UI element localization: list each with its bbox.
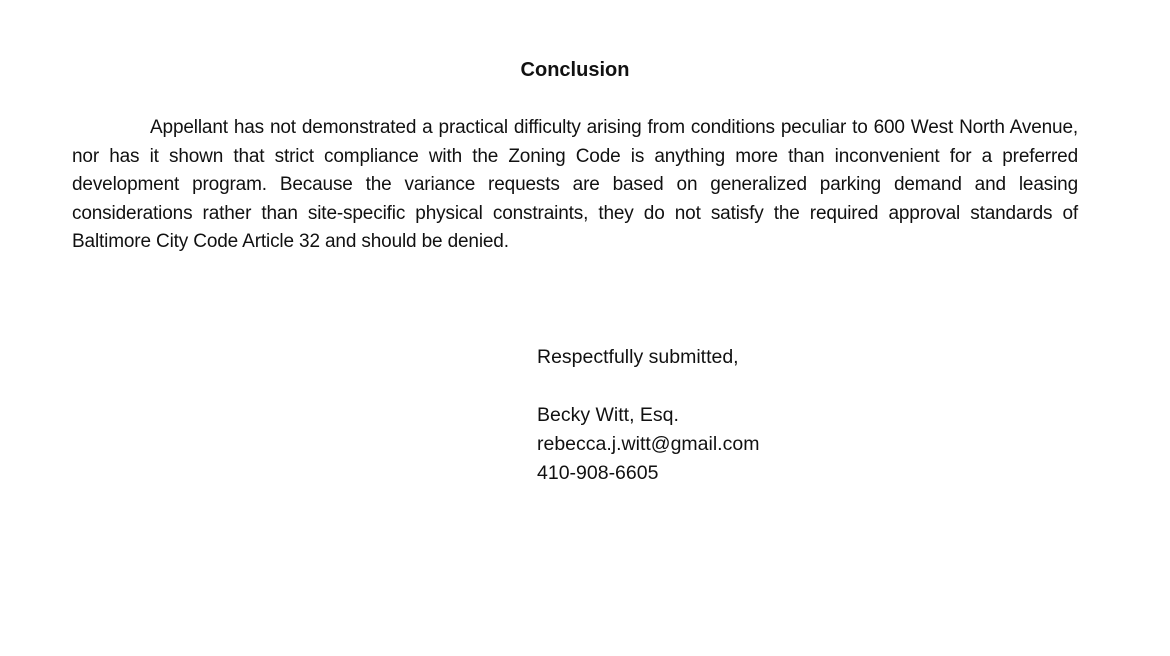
closing-line: Respectfully submitted, [537,346,739,368]
signer-name: Becky Witt, Esq. [537,404,679,426]
conclusion-paragraph: Appellant has not demonstrated a practical difficulty arising from conditions peculiar to 600 West North Avenue, nor has it shown that strict compliance with the Zoning Code is anything more than inconvenient for a preferred development program. Because the variance requests are based on generalized parking demand and leasing considerations rather than site-specific physical constraints, they do not satisfy the required approval standards of Baltimore City Code Article 32 and should be denied. [72,117,1078,253]
signature-spacer [537,372,1037,401]
section-heading: Conclusion [520,59,630,81]
signature-block [537,343,1037,488]
signer-phone: 410-908-6605 [537,462,659,484]
signer-email: rebecca.j.witt@gmail.com [537,433,760,455]
